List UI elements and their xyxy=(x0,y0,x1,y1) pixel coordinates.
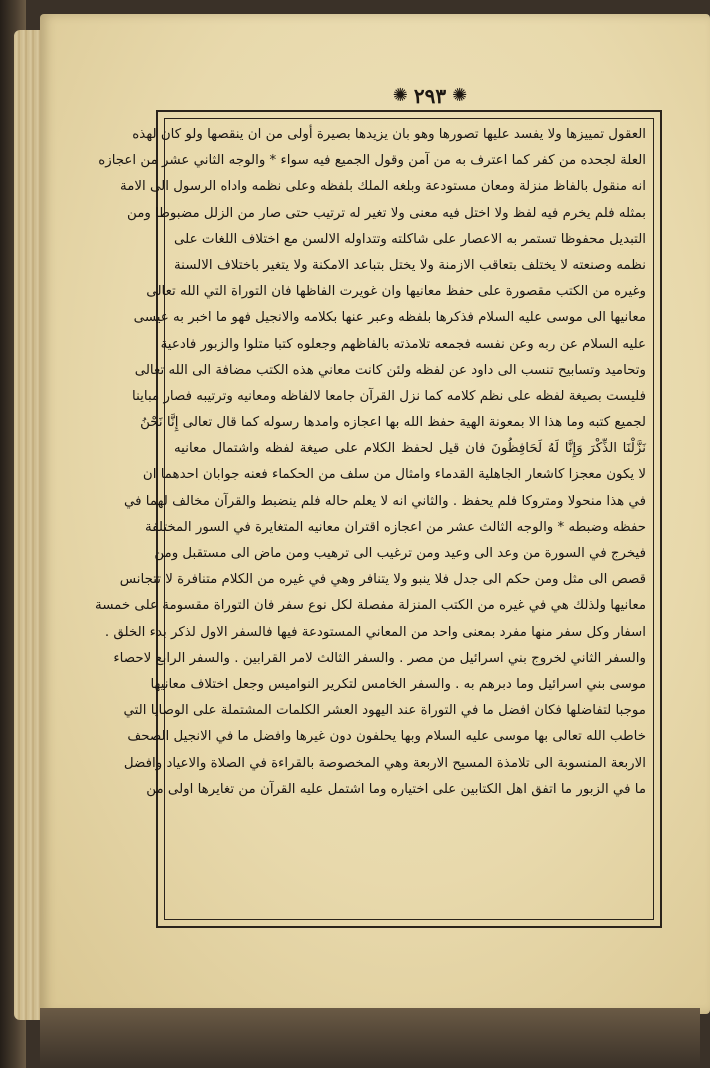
text-line: الاربعة المنسوبة الى تلامذة المسيح الاربعة وهي المخصوصة بالقراءة في الصلاة والاعياد وافضل xyxy=(123,755,646,771)
text-line: وغيره من الكتب مقصورة على حفظ معانيها وان غويرت الفاظها فان التوراة التي الله تعالى xyxy=(146,284,646,300)
text-line: موجبا لتفاضلها فكان افضل ما في التوراة عند اليهود العشر الكلمات المشتملة على الوصايا التي xyxy=(123,703,646,719)
page-number: ٢٩٣ xyxy=(413,84,447,108)
ornament-left-icon: ✺ xyxy=(392,85,408,106)
text-frame xyxy=(95,110,662,928)
text-line: نظمه وصنعته لا يختلف بتعاقب الازمنة ولا يختل بتباعد الامكنة ولا يتغير باختلاف الالسنة xyxy=(174,257,646,273)
text-line: وتحاميد وتسابيح تنسب الى داود عن لفظه ولئن كانت معاني هذه الكتب مضافة الى الله تعالى xyxy=(134,362,646,378)
text-line: فليست بصيغة لفظه على نظم كلامه كما نزل القرآن جامعا لالفاظه ومعانيه وترتيبه فصار مباينا xyxy=(132,388,646,404)
text-line: العلة لجحده من كفر كما اعترف به من آمن وقول الجميع فيه سواء * والوجه الثاني عشر من اعجازه xyxy=(98,153,646,169)
text-line: عليه السلام عن ربه وعن نفسه فجمعه تلامذته بالفاظهم وجعلوه كتبا متلوا والزبور فادعية xyxy=(160,336,646,352)
ornament-right-icon: ✺ xyxy=(452,85,468,106)
text-line: لا يكون معجزا كاشعار الجاهلية القدماء وامثال من سلف من الحكماء فعنه جوابان احدهما ان xyxy=(142,467,646,483)
text-line: فيخرج في السورة من وعد الى وعيد ومن ترغيب الى ترهيب ومن ماض الى مستقبل ومن xyxy=(154,546,646,561)
text-line: التبديل محفوظا تستمر به الاعصار على شاكلته وتتداوله الالسن مع اختلاف اللغات على xyxy=(174,231,646,247)
text-line: بمثله فلم يخرم فيه لفظ ولا اختل فيه معنى ولا تغير له ترتيب حتى صار من الزلل مضبوطا ومن xyxy=(127,205,646,221)
text-line: حفظه وضبطه * والوجه الثالث عشر من اعجازه اقتران معانيه المتغايرة في السور المختلفة xyxy=(144,519,646,535)
text-line: لجميع كتبه وما هذا الا بمعونة الهية حفظ الله بها اعجازه وامدها رسوله كما قال تعالى إِنَّا نَحْنُ xyxy=(140,415,646,431)
text-line: في هذا منحولا ومتروكا فلم يحفظ . والثاني انه لا يعلم حاله فلم ينضبط والقرآن مخالف لهما في xyxy=(123,493,646,509)
text-line: معانيها ولذلك هي في غيره من الكتب المنزلة مفصلة لكل نوع سفر فان التوراة مقسومة على خمسة xyxy=(95,598,646,614)
text-line: خاطب الله تعالى بها موسى عليه السلام وبها يحلفون دون غيرها وافضل ما في الانجيل الصحف xyxy=(127,729,646,745)
text-line: انه منقول بالفاظ منزلة ومعان مستودعة وبلغه الملك بلفظه وعلى نظمه واداه الرسول الى الامة xyxy=(120,179,646,195)
text-line: معانيها الى موسى عليه السلام فذكرها بلفظه وعبر عنها بكلامه والانجيل فهو ما اخبر به عيسى xyxy=(133,310,646,326)
text-line: ما في الزبور ما اتفق اهل الكتابين على اختياره وما اشتمل عليه القرآن من تغايرها اولى من xyxy=(146,781,646,797)
text-line: والسفر الثاني لخروج بني اسرائيل من مصر . والسفر الثالث لامر القرابين . والسفر الرابع لاحصاء xyxy=(113,650,646,666)
text-line: قصص الى مثل ومن حكم الى جدل فلا ينبو ولا يتنافر وهي في غيره من الكلام متنافرة لا تتجانس xyxy=(119,572,646,588)
text-line: نَزَّلْنَا الذِّكْرَ وَإِنَّا لَهُ لَحَافِظُونَ فان قيل لحفظ الكلام على صيغة لفظه واشتمال معانيه xyxy=(174,441,646,457)
bottom-shadow xyxy=(40,1008,700,1068)
text-line: العقول تمييزها ولا يفسد عليها تصورها وهو بان يزيدها بصيرة أولى من ان ينقصها ولو كان لهذه xyxy=(132,127,646,142)
text-line: موسى بني اسرائيل وما دبرهم به . والسفر الخامس لتكرير النواميس وجعل اختلاف معانيها xyxy=(150,676,646,692)
text-line: اسفار وكل سفر منها مفرد بمعنى واحد من المعاني المستودعة فيها فالسفر الاول لذكر بدء الخلق . xyxy=(104,624,646,640)
body-text xyxy=(95,122,646,918)
